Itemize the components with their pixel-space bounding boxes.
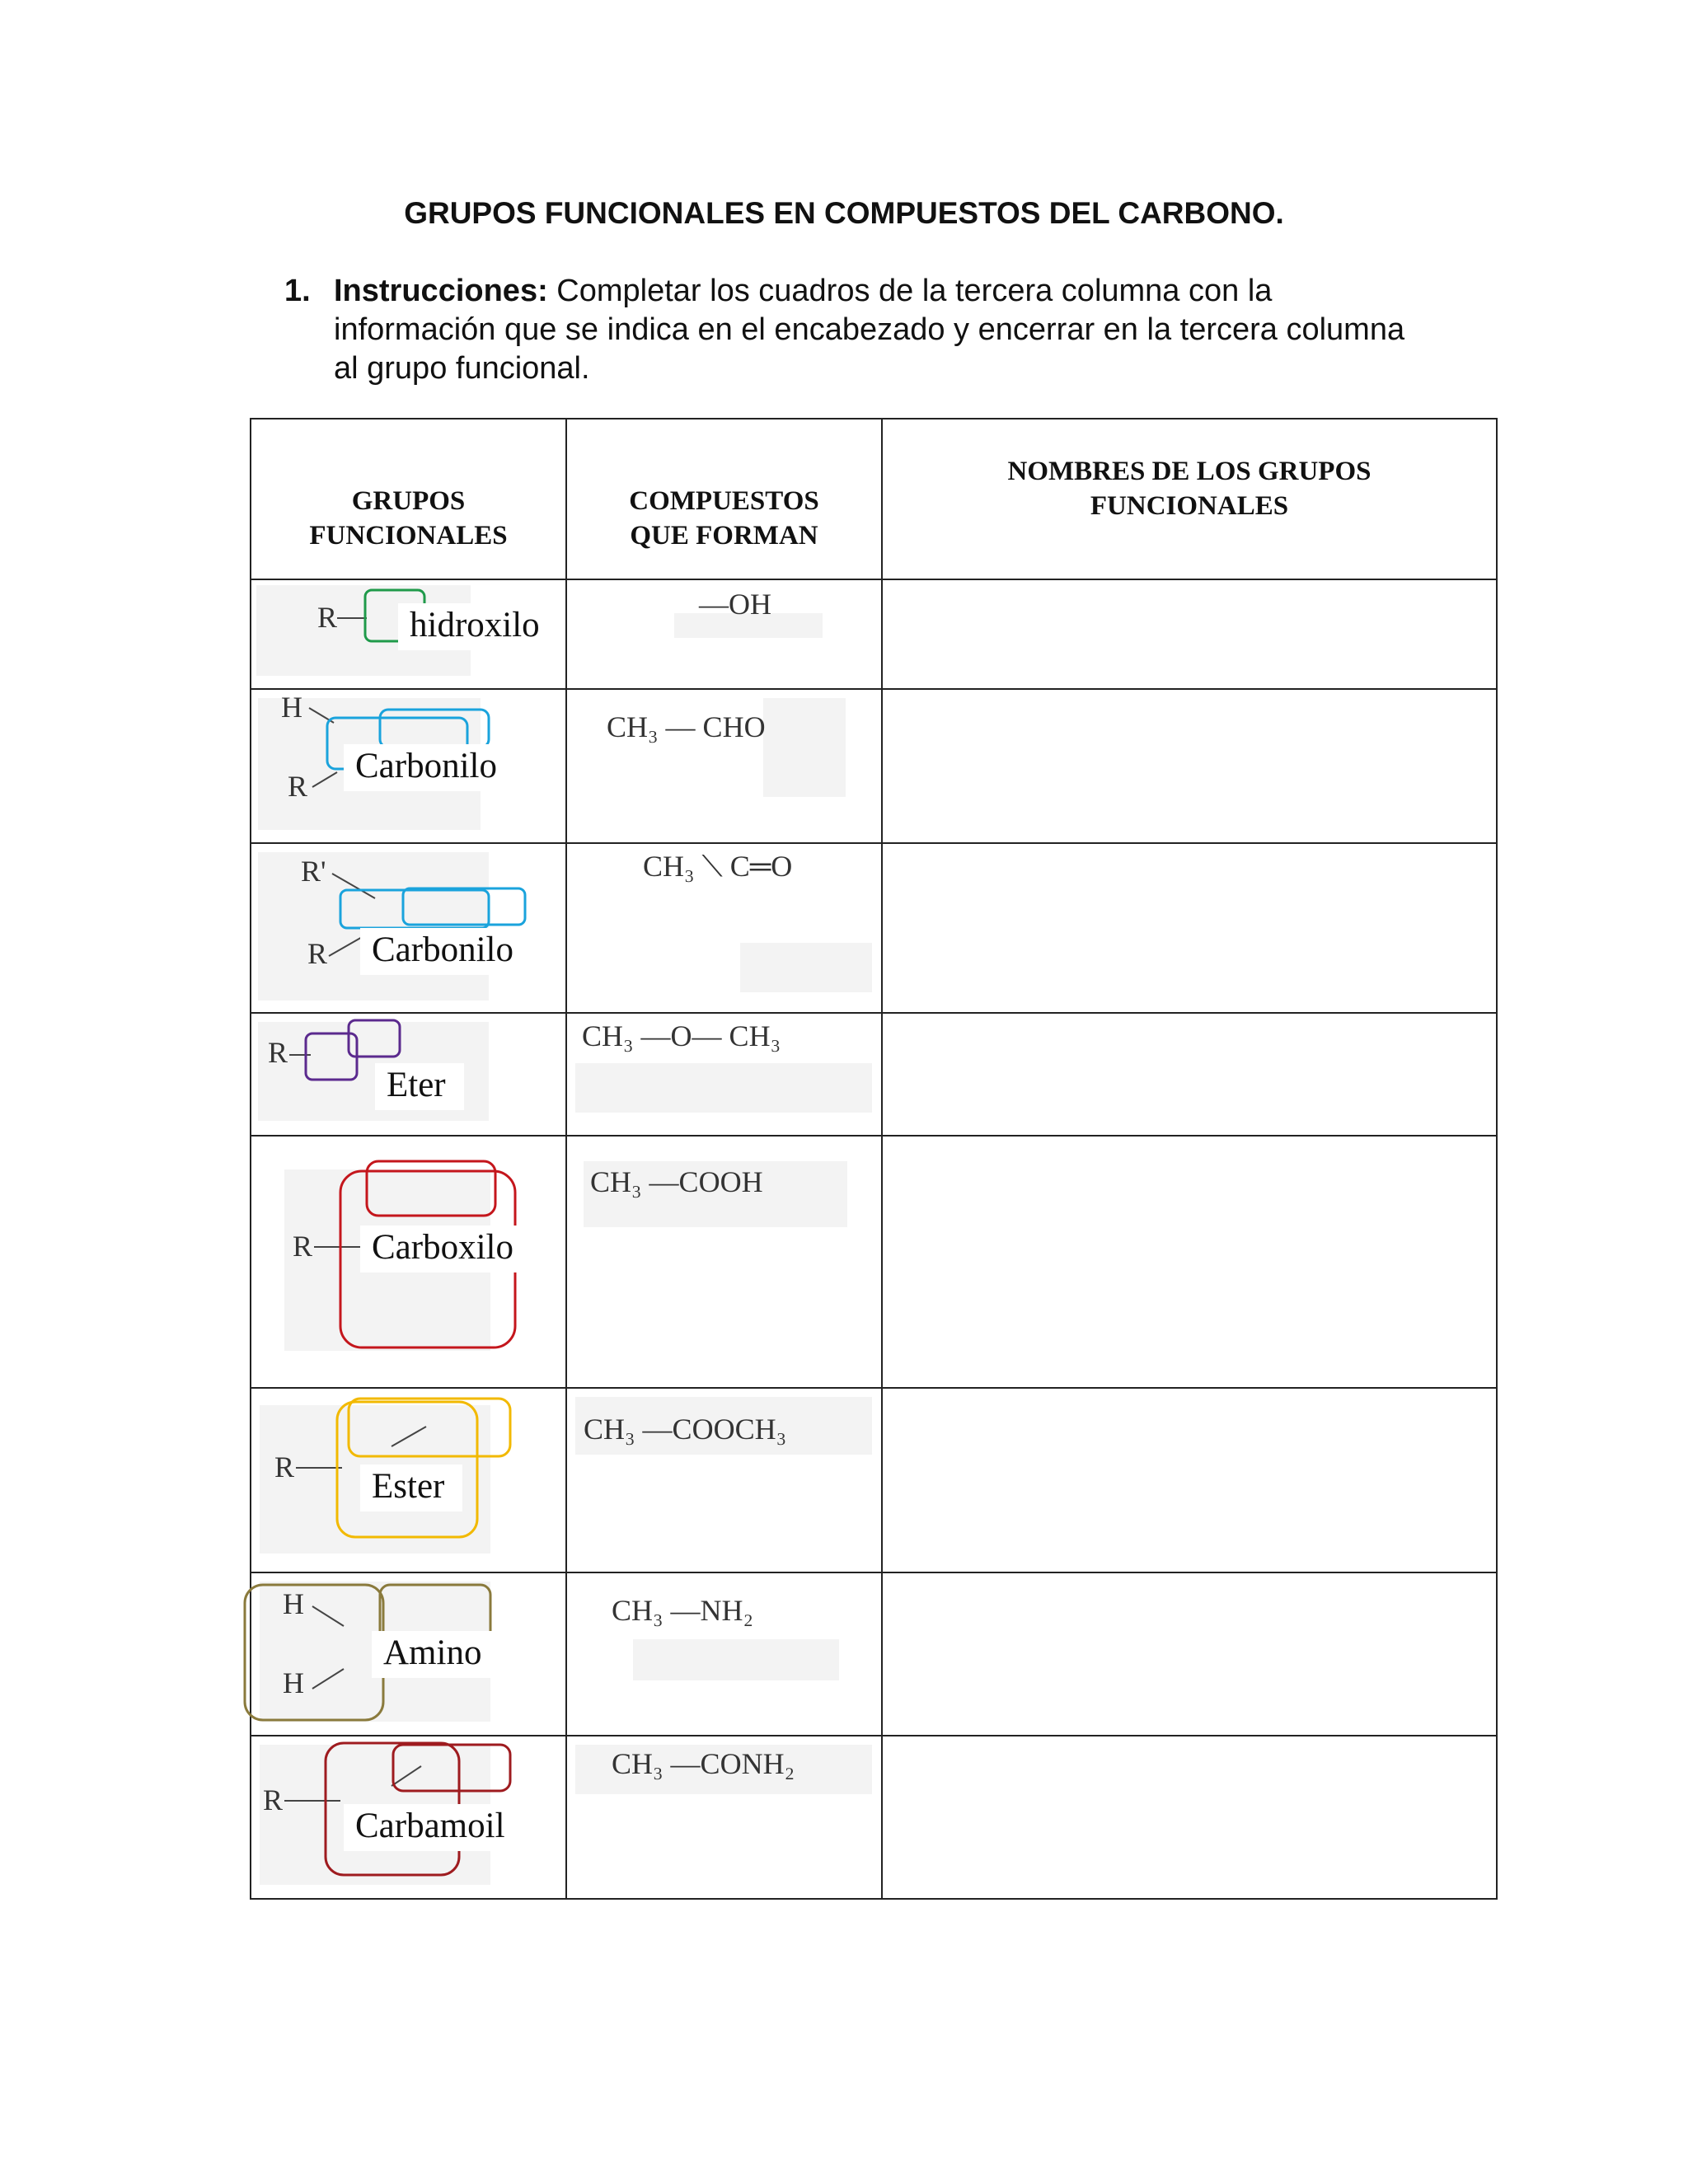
answer-cell[interactable] — [882, 1388, 1497, 1572]
group-label: Carboxilo — [360, 1226, 532, 1272]
answer-cell[interactable] — [882, 1136, 1497, 1388]
structure-cell: R Carboxilo — [251, 1136, 566, 1388]
compound-cell — [566, 579, 882, 689]
compound-cell — [566, 1136, 882, 1388]
structure-cell: R Carbamoil — [251, 1736, 566, 1899]
structure-cell: H R Carbonilo — [251, 689, 566, 843]
compound-formula: CH₃ ⟍ C═O — [643, 850, 793, 883]
group-label: Carbamoil — [344, 1804, 523, 1851]
group-label: Ester — [360, 1465, 462, 1511]
answer-cell[interactable] — [882, 843, 1497, 1013]
table-header-row — [251, 419, 1497, 579]
table-row — [251, 1013, 1497, 1136]
table-row — [251, 579, 1497, 689]
page-title: GRUPOS FUNCIONALES EN COMPUESTOS DEL CARBONO. — [404, 196, 1284, 230]
group-label: Carbonilo — [360, 928, 532, 975]
instructions-text: Completar los cuadros de la tercera columna con la información que se indica en el encabezado y encerrar en la tercera columna al grupo funcional. — [334, 274, 1405, 386]
answer-cell[interactable] — [882, 579, 1497, 689]
instructions — [284, 272, 1422, 388]
table-row — [251, 843, 1497, 1013]
table-row — [251, 1572, 1497, 1736]
compound-formula: CH₃ —COOH — [590, 1165, 763, 1198]
answer-cell[interactable] — [882, 1013, 1497, 1136]
group-label: hidroxilo — [398, 603, 558, 650]
header-functional-groups: GRUPOS FUNCIONALES — [251, 419, 566, 579]
compound-formula: CH₃ —NH₂ — [612, 1594, 754, 1627]
compound-cell — [566, 1572, 882, 1736]
compound-formula: CH₃ —COOCH₃ — [584, 1413, 787, 1446]
compound-formula: CH₃ —CONH₂ — [612, 1747, 795, 1780]
compound-cell — [566, 843, 882, 1013]
compound-cell — [566, 689, 882, 843]
answer-cell[interactable] — [882, 1572, 1497, 1736]
compound-formula: —OH — [699, 588, 771, 621]
compound-formula: CH₃ —O— CH₃ — [582, 1019, 781, 1052]
compound-cell — [566, 1736, 882, 1899]
answer-cell[interactable] — [882, 689, 1497, 843]
table-row — [251, 1136, 1497, 1388]
compound-cell — [566, 1388, 882, 1572]
table-row — [251, 689, 1497, 843]
group-label: Carbonilo — [344, 744, 515, 791]
structure-cell: H H Amino — [251, 1572, 566, 1736]
table-row — [251, 1388, 1497, 1572]
group-label: Eter — [375, 1063, 464, 1110]
structure-cell: R' R Carbonilo — [251, 843, 566, 1013]
group-label: Amino — [372, 1631, 499, 1678]
structure-cell: R hidroxilo — [251, 579, 566, 689]
structure-cell: R Ester — [251, 1388, 566, 1572]
compound-formula: CH₃ — CHO — [607, 710, 766, 743]
structure-cell: R Eter — [251, 1013, 566, 1136]
header-compounds: COMPUESTOS QUE FORMAN — [566, 419, 882, 579]
table-row — [251, 1736, 1497, 1899]
answer-cell[interactable] — [882, 1736, 1497, 1899]
header-group-names: NOMBRES DE LOS GRUPOS FUNCIONALES — [882, 419, 1497, 579]
functional-groups-table — [250, 418, 1498, 1900]
compound-cell — [566, 1013, 882, 1136]
instructions-number: 1. — [284, 274, 311, 308]
instructions-label: Instrucciones: — [334, 274, 548, 308]
